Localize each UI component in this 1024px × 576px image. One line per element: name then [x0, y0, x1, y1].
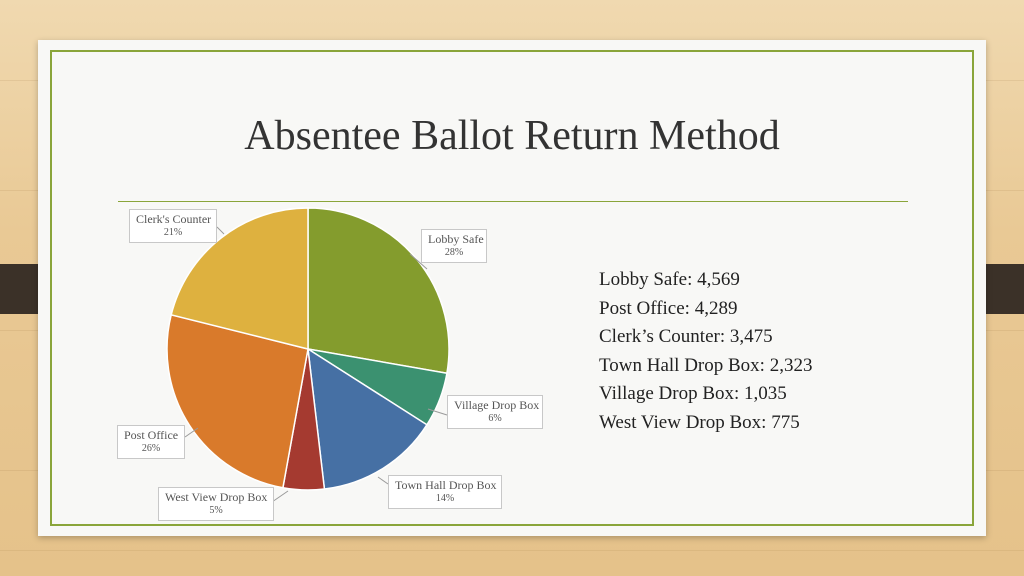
- callout-label: Post Office: [124, 428, 179, 442]
- callout-town-hall-drop-box: [388, 475, 502, 509]
- summary-item: Lobby Safe: 4,569: [599, 269, 740, 290]
- callout-percent: 14%: [435, 493, 455, 504]
- summary-item: Town Hall Drop Box: 2,323: [599, 354, 813, 376]
- callout-label: Lobby Safe: [428, 232, 484, 246]
- leader-line: [378, 477, 388, 484]
- callout-label: West View Drop Box: [165, 490, 268, 504]
- callout-label: Town Hall Drop Box: [395, 478, 497, 492]
- summary-item: Post Office: 4,289: [599, 297, 738, 319]
- callout-percent: 6%: [488, 413, 502, 424]
- leader-line: [217, 227, 224, 234]
- slide-title: Absentee Ballot Return Method: [244, 113, 780, 159]
- leader-line: [272, 491, 288, 502]
- callout-percent: 28%: [444, 247, 464, 258]
- callout-percent: 26%: [141, 443, 161, 454]
- pie-chart: [38, 40, 986, 536]
- summary-item: West View Drop Box: 775: [599, 411, 800, 433]
- callout-percent: 5%: [209, 505, 223, 516]
- callout-percent: 21%: [163, 227, 183, 238]
- callout-label: Clerk's Counter: [136, 212, 212, 226]
- callout-post-office: [117, 425, 185, 459]
- summary-list: [599, 266, 812, 437]
- slide: [38, 40, 986, 536]
- callout-clerks-counter: [129, 209, 217, 243]
- callout-west-view-drop-box: [158, 487, 274, 521]
- summary-item: Village Drop Box: 1,035: [599, 383, 787, 404]
- callout-lobby-safe: [421, 229, 487, 263]
- summary-item: Clerk’s Counter: 3,475: [599, 326, 773, 347]
- callout-label: Village Drop Box: [454, 398, 540, 412]
- callout-village-drop-box: [447, 395, 543, 429]
